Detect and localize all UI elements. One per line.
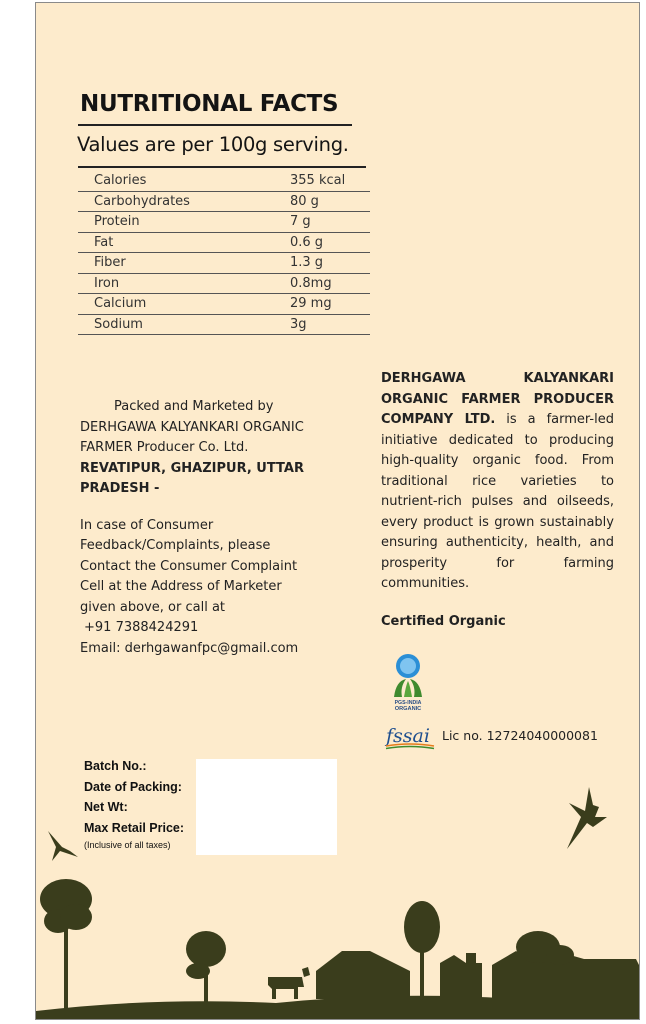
nutrient-name: Iron [78, 273, 282, 294]
company-description [381, 369, 614, 595]
packer-name: DERHGAWA KALYANKARI ORGANIC FARMER Producer Co. Ltd. [80, 419, 304, 455]
nutrient-value: 80 g [282, 191, 370, 212]
bird-icon [46, 829, 80, 863]
tax-note: (Inclusive of all taxes) [84, 840, 171, 850]
packer-address: REVATIPUR, GHAZIPUR, UTTAR PRADESH - [80, 460, 304, 496]
nutrient-value: 29 mg [282, 294, 370, 315]
company-about: is a farmer-led initiative dedicated to producing high-quality organic food. From traditional rice varieties to nutrient-rich pulses and oilseeds, every product is grown sustainably ensuring authenticity, health, and prosperity for farming communities. [381, 412, 614, 591]
pgs-logo-line1: PGS-INDIA [394, 700, 422, 706]
nutrient-value: 7 g [282, 212, 370, 233]
table-row [78, 191, 370, 212]
nutrient-value: 0.6 g [282, 232, 370, 253]
label-panel [35, 2, 640, 1020]
nutrition-title: NUTRITIONAL FACTS [80, 91, 339, 117]
company-name: DERHGAWA KALYANKARI ORGANIC FARMER PRODUCER COMPANY LTD. [381, 371, 614, 427]
batch-no-label: Batch No.: [84, 759, 147, 773]
feedback-phone: +91 7388424291 [84, 620, 199, 635]
subtitle-rule [78, 166, 366, 168]
table-row [78, 171, 370, 191]
nutrition-table [78, 171, 370, 335]
packed-heading: Packed and Marketed by [114, 399, 274, 414]
feedback-email: Email: derhgawanfpc@gmail.com [80, 640, 299, 656]
mrp-label: Max Retail Price: [84, 820, 185, 835]
nutrient-name: Calcium [78, 294, 282, 315]
fssai-license-number: Lic no. 12724040000081 [442, 728, 598, 743]
pgs-india-organic-logo [388, 653, 428, 713]
nutrient-name: Fiber [78, 253, 282, 274]
net-weight-label: Net Wt: [84, 800, 128, 814]
table-row [78, 253, 370, 274]
pgs-logo-line2: ORGANIC [394, 706, 422, 712]
nutrition-subtitle: Values are per 100g serving. [77, 133, 349, 156]
fssai-logo-text: fssai [386, 725, 430, 747]
nutrient-name: Calories [78, 171, 282, 191]
table-row [78, 314, 370, 335]
title-rule [78, 124, 352, 126]
village-scenery-silhouette [36, 859, 640, 1019]
flying-bird-icon [563, 783, 609, 853]
nutrient-value: 355 kcal [282, 171, 370, 191]
nutrient-value: 3g [282, 314, 370, 335]
nutrient-name: Sodium [78, 314, 282, 335]
table-row [78, 273, 370, 294]
batch-details [84, 756, 184, 852]
table-row [78, 294, 370, 315]
nutrient-name: Fat [78, 232, 282, 253]
date-of-packing-label: Date of Packing: [84, 779, 182, 794]
fssai-logo [384, 722, 436, 750]
batch-print-area [196, 759, 337, 855]
feedback-text: In case of Consumer Feedback/Complaints, please Contact the Consumer Complaint Cell at the Address of Marketer given above, or call at [80, 517, 298, 615]
nutrient-value: 0.8mg [282, 273, 370, 294]
nutrient-name: Protein [78, 212, 282, 233]
nutrient-name: Carbohydrates [78, 191, 282, 212]
table-row [78, 232, 370, 253]
packer-info [80, 397, 320, 659]
certified-organic-label: Certified Organic [381, 614, 506, 629]
nutrient-value: 1.3 g [282, 253, 370, 274]
table-row [78, 212, 370, 233]
